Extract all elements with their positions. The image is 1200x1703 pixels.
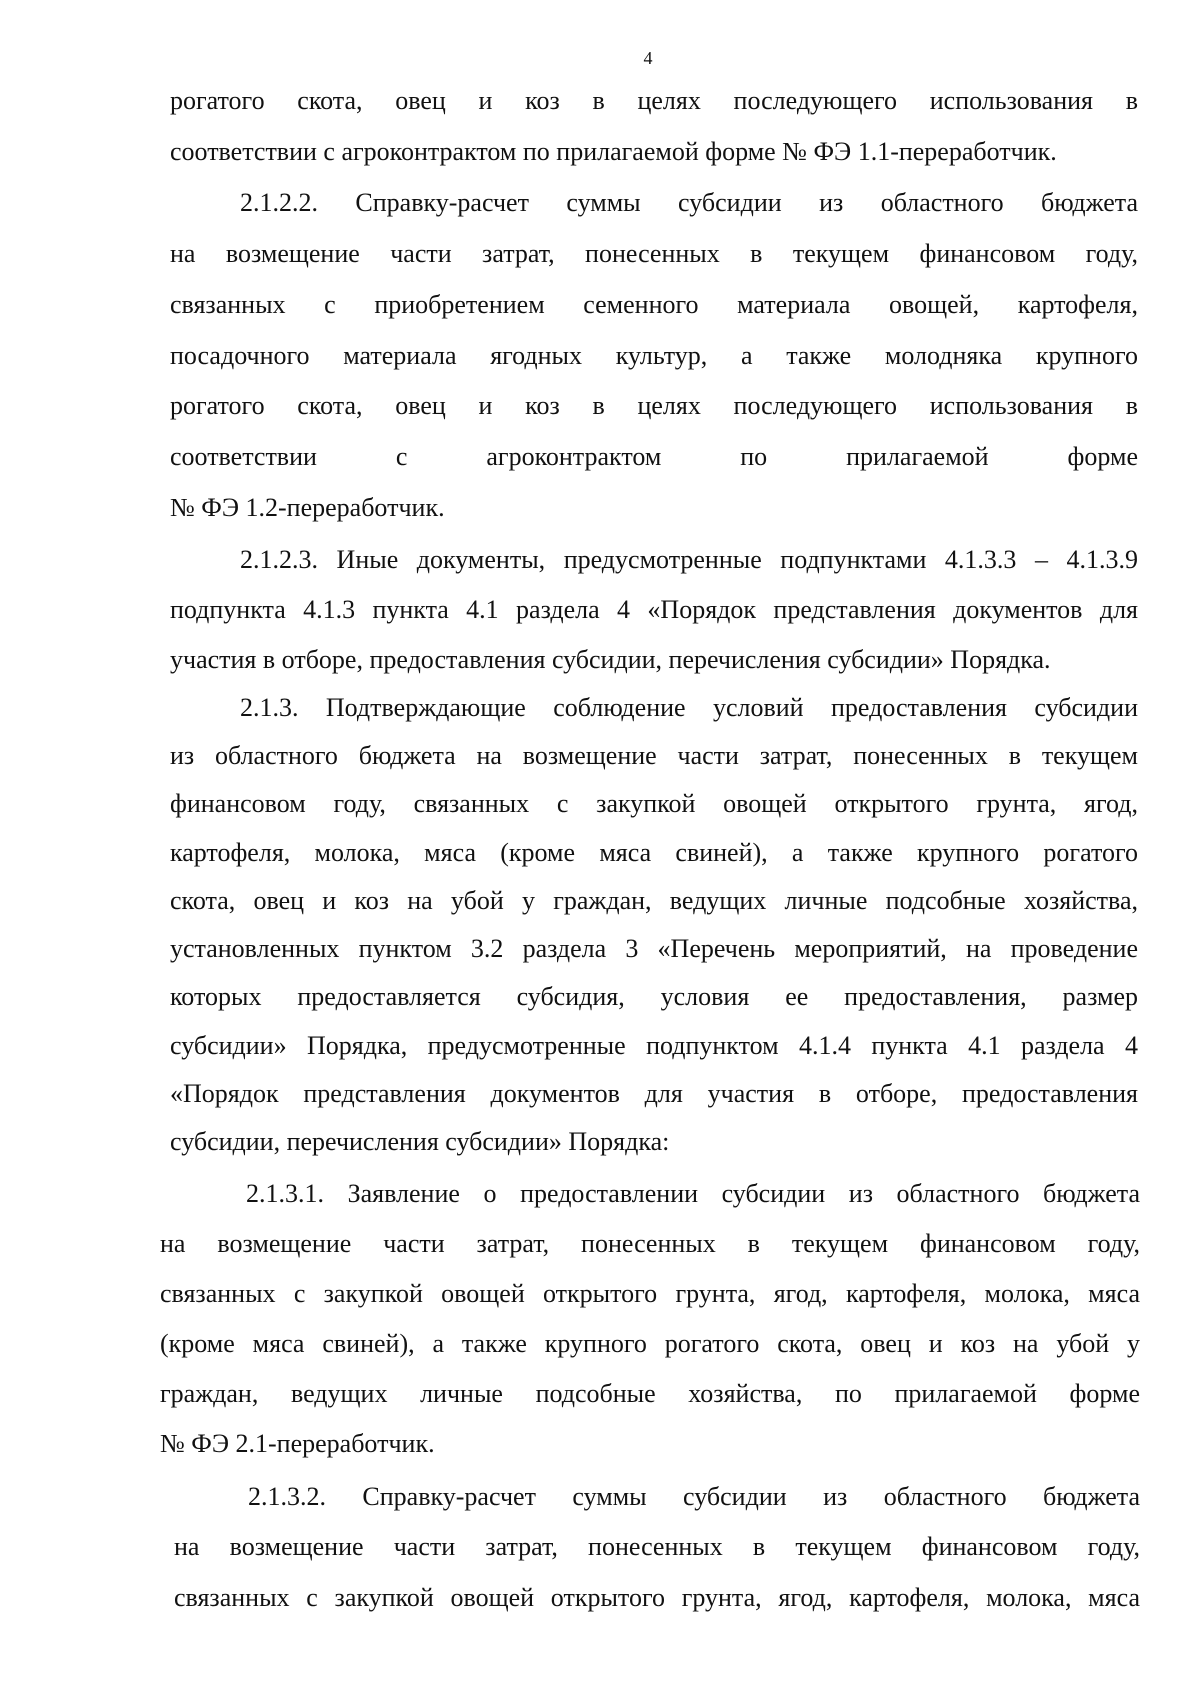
text-line: на возмещение части затрат, понесенных в текущем финансовом году, — [170, 239, 1138, 268]
text-line: № ФЭ 1.2-переработчик. — [170, 493, 445, 522]
text-line: (кроме мяса свиней), а также крупного рогатого скота, овец и коз на убой у — [160, 1329, 1140, 1358]
text-line: субсидии, перечисления субсидии» Порядка: — [170, 1127, 670, 1156]
paragraph-first-line: 2.1.3.1. Заявление о предоставлении субсидии из областного бюджета — [246, 1179, 1140, 1208]
text-line: картофеля, молока, мяса (кроме мяса свиней), а также крупного рогатого — [170, 838, 1138, 867]
text-line: на возмещение части затрат, понесенных в текущем финансовом году, — [160, 1229, 1140, 1258]
text-line: подпункта 4.1.3 пункта 4.1 раздела 4 «Порядок представления документов для — [170, 595, 1138, 624]
paragraph-first-line: 2.1.2.2. Справку-расчет суммы субсидии из областного бюджета — [240, 188, 1138, 217]
text-line: финансовом году, связанных с закупкой овощей открытого грунта, ягод, — [170, 789, 1138, 818]
text-line: установленных пунктом 3.2 раздела 3 «Перечень мероприятий, на проведение — [170, 934, 1138, 963]
text-line: № ФЭ 2.1-переработчик. — [160, 1429, 435, 1458]
text-line: «Порядок представления документов для участия в отборе, предоставления — [170, 1079, 1138, 1108]
page-number: 4 — [643, 48, 653, 68]
text-line: связанных с закупкой овощей открытого грунта, ягод, картофеля, молока, мяса — [174, 1583, 1140, 1612]
paragraph-first-line: 2.1.3.2. Справку-расчет суммы субсидии из областного бюджета — [248, 1482, 1140, 1511]
text-line: на возмещение части затрат, понесенных в текущем финансовом году, — [174, 1532, 1140, 1561]
text-line: посадочного материала ягодных культур, а также молодняка крупного — [170, 341, 1138, 370]
text-line: граждан, ведущих личные подсобные хозяйства, по прилагаемой форме — [160, 1379, 1140, 1408]
text-line: связанных с закупкой овощей открытого грунта, ягод, картофеля, молока, мяса — [160, 1279, 1140, 1308]
paragraph-first-line: 2.1.3. Подтверждающие соблюдение условий предоставления субсидии — [240, 693, 1138, 722]
text-line: рогатого скота, овец и коз в целях последующего использования в — [170, 86, 1138, 115]
text-line: из областного бюджета на возмещение части затрат, понесенных в текущем — [170, 741, 1138, 770]
text-line: соответствии с агроконтрактом по прилагаемой форме № ФЭ 1.1-переработчик. — [170, 137, 1057, 166]
text-line: скота, овец и коз на убой у граждан, ведущих личные подсобные хозяйства, — [170, 886, 1138, 915]
text-line: рогатого скота, овец и коз в целях последующего использования в — [170, 391, 1138, 420]
text-line: субсидии» Порядка, предусмотренные подпунктом 4.1.4 пункта 4.1 раздела 4 — [170, 1031, 1138, 1060]
text-line: соответствии с агроконтрактом по прилагаемой форме — [170, 442, 1138, 471]
text-line: участия в отборе, предоставления субсидии, перечисления субсидии» Порядка. — [170, 645, 1051, 674]
paragraph-first-line: 2.1.2.3. Иные документы, предусмотренные подпунктами 4.1.3.3 – 4.1.3.9 — [240, 545, 1138, 574]
text-line: которых предоставляется субсидия, условия ее предоставления, размер — [170, 982, 1138, 1011]
text-line: связанных с приобретением семенного материала овощей, картофеля, — [170, 290, 1138, 319]
